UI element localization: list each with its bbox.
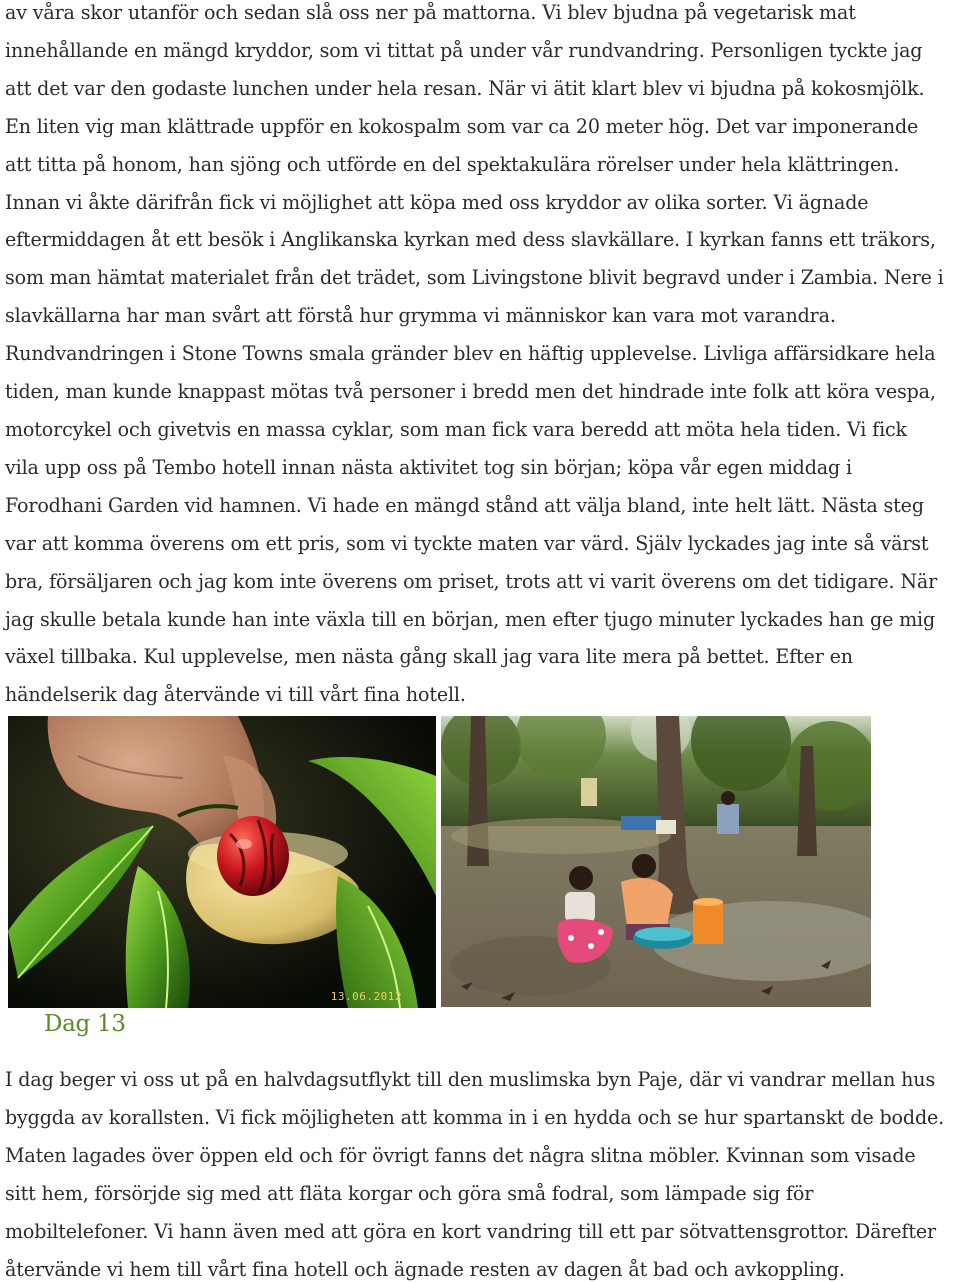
text-line: eftermiddagen åt ett besök i Anglikanska kyrkan med dess slavkällare. I kyrkan fanns ett träkors, [5,228,936,252]
text-line: innehållande en mängd kryddor, som vi tittat på under vår rundvandring. Personligen tyckte jag [5,38,923,62]
text-line: I dag beger vi oss ut på en halvdagsutflykt till den muslimska byn Paje, där vi vandrar mellan hus [5,1068,936,1091]
text-line: att det var den godaste lunchen under hela resan. När vi ätit klart blev vi bjudna på kokosmjölk. [5,76,925,100]
text-line: vila upp oss på Tembo hotell innan nästa aktivitet tog sin början; köpa vår egen middag i [5,455,852,479]
section-heading: Dag 13 [44,1011,126,1037]
text-line: byggda av korallsten. Vi fick möjligheten att komma in i en hydda och se hur spartanskt de bodde. [5,1105,945,1129]
nutmeg-photo-image [8,716,436,1008]
text-line: att titta på honom, han sjöng och utförde en del spektakulära rörelser under hela klättringen. [5,152,900,176]
text-line: En liten vig man klättrade uppför en kokospalm som var ca 20 meter hög. Det var imponerande [5,114,919,138]
text-line: mobiltelefoner. Vi hann även med att göra en kort vandring till ett par sötvattensgrottor. Därefter [5,1219,936,1243]
text-line: Forodhani Garden vid hamnen. Vi hade en mängd stånd att välja bland, inte helt lätt. Nästa steg [5,493,924,517]
text-line: var att komma överens om ett pris, som vi tyckte maten var värd. Själv lyckades jag inte så värst [5,531,929,555]
village-photo-image [441,716,871,1007]
text-line: händelserik dag återvände vi till vårt fina hotell. [5,683,466,707]
text-line: växel tillbaka. Kul upplevelse, men nästa gång skall jag vara lite mera på bettet. Efter en [5,645,853,669]
village-photo [441,716,871,1007]
text-line: jag skulle betala kunde han inte växla till en början, men efter tjugo minuter lyckades han ge mig [5,607,936,631]
text-line: motorcykel och givetvis en massa cyklar, som man fick vara beredd att möta hela tiden. Vi fick [5,417,907,441]
text-line: som man hämtat materialet från det trädet, som Livingstone blivit begravd under i Zambia. Nere i [5,266,944,290]
text-line: sitt hem, försörjde sig med att fläta korgar och göra små fodral, som lämpade sig för [5,1181,814,1205]
text-line: Maten lagades över öppen eld och för övrigt fanns det några slitna möbler. Kvinnan som visade [5,1143,916,1167]
text-line: Innan vi åkte därifrån fick vi möjlighet att köpa med oss kryddor av olika sorter. Vi ägnade [5,190,869,214]
text-line: Rundvandringen i Stone Towns smala gränder blev en häftig upplevelse. Livliga affärsidkare hela [5,342,936,366]
text-line: tiden, man kunde knappast mötas två personer i bredd men det hindrade inte folk att köra vespa, [5,380,936,404]
text-line: återvände vi hem till vårt fina hotell och ägnade resten av dagen åt bad och avkoppling. [5,1257,845,1281]
photo-date-stamp: 13.06.2012 [330,990,402,1003]
text-line: bra, försäljaren och jag kom inte överens om priset, trots att vi varit överens om det tidigare. När [5,569,938,593]
text-line: av våra skor utanför och sedan slå oss ner på mattorna. Vi blev bjudna på vegetarisk mat [5,1,856,24]
body-paragraph [5,1061,960,1283]
body-paragraph [5,0,960,714]
nutmeg-photo [8,716,436,1008]
text-line: slavkällarna har man svårt att förstå hur grymma vi människor kan vara mot varandra. [5,304,836,328]
